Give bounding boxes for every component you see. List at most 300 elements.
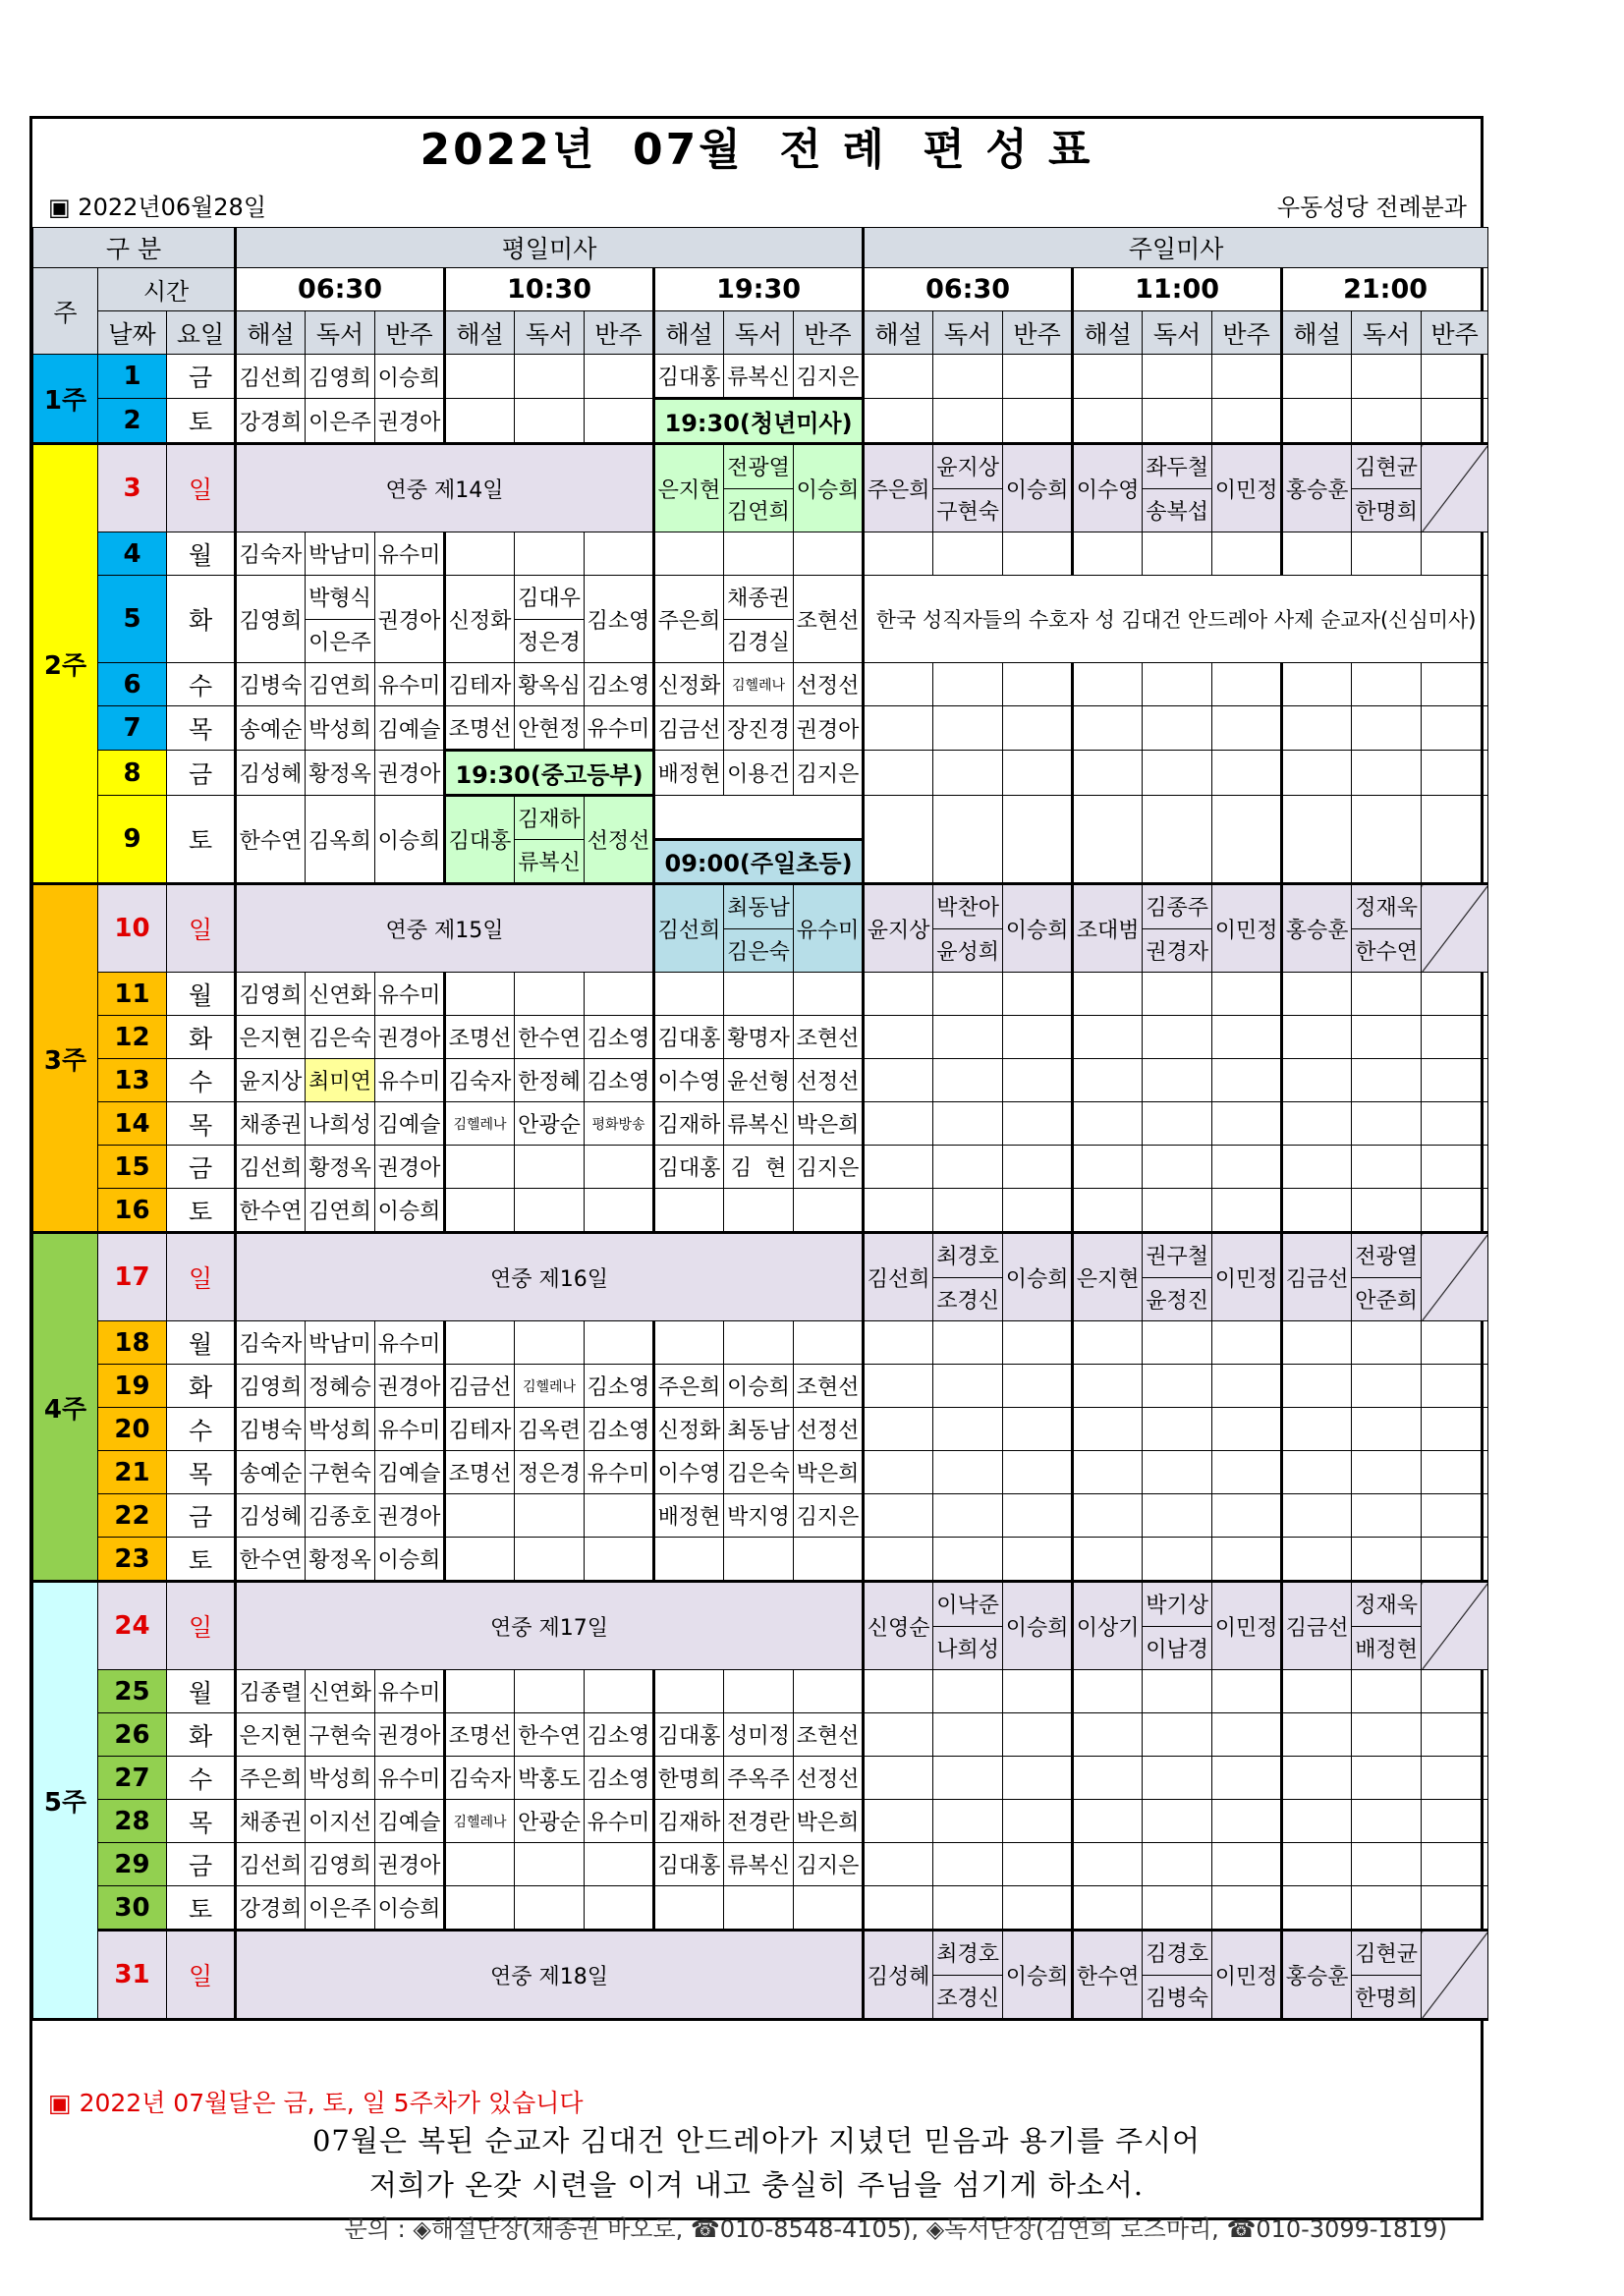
day-number: 25 — [98, 1670, 167, 1713]
cell: 김소영 — [585, 1016, 654, 1059]
day-number: 29 — [98, 1843, 167, 1886]
cell — [1352, 751, 1422, 796]
day-of-week: 목 — [167, 1102, 236, 1146]
cell-bottom: 구현숙 — [936, 499, 999, 525]
cell — [1422, 1886, 1488, 1931]
cell — [724, 532, 794, 576]
cell — [585, 1670, 654, 1713]
cell-top: 박기상 — [1143, 1583, 1211, 1627]
day-of-week: 일 — [167, 444, 236, 532]
cell — [794, 1670, 864, 1713]
cell — [864, 1146, 933, 1189]
cell-bottom: 류복신 — [518, 851, 581, 875]
cell — [445, 399, 515, 444]
cell: 김헬레나 — [724, 663, 794, 706]
day-number: 26 — [98, 1713, 167, 1757]
header-week: 주 — [33, 268, 98, 355]
cell: 김영희 — [236, 973, 306, 1016]
cell: 이수영 — [1073, 444, 1143, 532]
sunday-label: 연중 제15일 — [236, 884, 654, 973]
cell: 김숙자 — [445, 1757, 515, 1800]
cell — [1212, 973, 1282, 1016]
cell-top: 전광열 — [724, 445, 793, 489]
cell: 김대홍 — [654, 1713, 724, 1757]
cell — [1352, 1059, 1422, 1102]
cell — [1422, 973, 1488, 1016]
cell — [1143, 1016, 1212, 1059]
cell — [515, 1146, 585, 1189]
cell-bottom: 윤성희 — [936, 939, 999, 965]
split-cell — [1143, 444, 1212, 532]
cell — [933, 1102, 1003, 1146]
cell: 황정옥 — [306, 1146, 375, 1189]
header-row-group — [33, 228, 1488, 268]
split-cell — [1143, 1233, 1212, 1321]
cell: 안광순 — [515, 1102, 585, 1146]
cell: 김예슬 — [375, 1800, 445, 1843]
cell: 김선희 — [236, 1146, 306, 1189]
cell — [724, 973, 794, 1016]
table-row — [33, 706, 1488, 751]
day-of-week: 목 — [167, 1451, 236, 1494]
cell — [1352, 1016, 1422, 1059]
table-row — [33, 1800, 1488, 1843]
cell — [1282, 532, 1352, 576]
cell — [724, 1886, 794, 1931]
cell: 이승희 — [375, 796, 445, 884]
split-cell — [1352, 1582, 1422, 1670]
cell — [445, 1494, 515, 1538]
day-of-week: 화 — [167, 1365, 236, 1408]
cell — [864, 1886, 933, 1931]
cell: 김숙자 — [236, 1321, 306, 1365]
cell: 김대홍 — [654, 1016, 724, 1059]
split-cell — [1352, 1233, 1422, 1321]
cell — [1003, 1321, 1073, 1365]
cell: 이민정 — [1212, 1582, 1282, 1670]
cell — [1073, 706, 1143, 751]
cell: 김소영 — [585, 576, 654, 663]
table-row — [33, 355, 1488, 399]
cell — [1352, 532, 1422, 576]
cell — [794, 973, 864, 1016]
cell — [933, 663, 1003, 706]
cell — [445, 1321, 515, 1365]
cell: 조현선 — [794, 1713, 864, 1757]
cell — [933, 532, 1003, 576]
cell — [1212, 1321, 1282, 1365]
cell: 김금선 — [1282, 1233, 1352, 1321]
cell — [724, 1670, 794, 1713]
cell-top: 이낙준 — [933, 1583, 1002, 1627]
header-time-6: 21:00 — [1282, 268, 1488, 311]
day-number: 17 — [98, 1233, 167, 1321]
cell — [933, 399, 1003, 444]
cell: 권경아 — [375, 576, 445, 663]
issue-date: ▣ 2022년06월28일 — [48, 194, 267, 221]
split-cell — [1352, 884, 1422, 973]
cell: 주은희 — [654, 1365, 724, 1408]
cell — [1352, 1451, 1422, 1494]
cell: 이민정 — [1212, 1931, 1282, 2020]
cell — [1282, 1059, 1352, 1102]
cell: 박은희 — [794, 1451, 864, 1494]
cell: 유수미 — [585, 1451, 654, 1494]
day-of-week: 수 — [167, 1059, 236, 1102]
day-number: 4 — [98, 532, 167, 576]
cell: 김연희 — [306, 663, 375, 706]
table-row — [33, 1582, 1488, 1670]
cell: 송예순 — [236, 1451, 306, 1494]
cell — [1143, 355, 1212, 399]
day-of-week: 일 — [167, 1582, 236, 1670]
cell: 이승희 — [1003, 1233, 1073, 1321]
cell: 김지은 — [794, 751, 864, 796]
cell: 유수미 — [375, 1059, 445, 1102]
cell: 이승희 — [1003, 884, 1073, 973]
day-of-week: 금 — [167, 1146, 236, 1189]
cell — [1073, 1102, 1143, 1146]
split-cell — [1352, 444, 1422, 532]
cell — [864, 1016, 933, 1059]
day-of-week: 목 — [167, 1800, 236, 1843]
cell: 정은경 — [515, 1451, 585, 1494]
role-reading: 독서 — [1143, 311, 1212, 355]
cell: 신연화 — [306, 1670, 375, 1713]
cell — [1352, 1670, 1422, 1713]
cell — [515, 532, 585, 576]
cell — [1003, 1146, 1073, 1189]
cell: 강경희 — [236, 399, 306, 444]
cell — [1352, 796, 1422, 884]
cell-bottom: 김병숙 — [1146, 1986, 1208, 2011]
cell — [1352, 1494, 1422, 1538]
day-of-week: 월 — [167, 1670, 236, 1713]
role-reading: 독서 — [515, 311, 585, 355]
header-row-time — [33, 268, 1488, 311]
cell — [1212, 1538, 1282, 1582]
cell — [933, 1538, 1003, 1582]
cell — [445, 1886, 515, 1931]
table-row — [33, 532, 1488, 576]
cell — [1422, 706, 1488, 751]
cell — [445, 1189, 515, 1233]
table-row — [33, 1365, 1488, 1408]
cell-bottom: 김은숙 — [727, 939, 790, 965]
cell: 신정화 — [445, 576, 515, 663]
cell — [1143, 1146, 1212, 1189]
cell: 김대홍 — [654, 1843, 724, 1886]
cell: 이상기 — [1073, 1582, 1143, 1670]
cell: 조대범 — [1073, 884, 1143, 973]
cell: 이승희 — [375, 1189, 445, 1233]
cell — [1422, 1713, 1488, 1757]
cell — [933, 1800, 1003, 1843]
cell — [1212, 1016, 1282, 1059]
cell — [1143, 1321, 1212, 1365]
sunday-label: 연중 제16일 — [236, 1233, 864, 1321]
cell — [1073, 751, 1143, 796]
cell — [1282, 1800, 1352, 1843]
cell — [1003, 1408, 1073, 1451]
cell — [1352, 1189, 1422, 1233]
cell — [1143, 1059, 1212, 1102]
cell: 박남미 — [306, 532, 375, 576]
header-weekday-mass: 평일미사 — [236, 228, 864, 268]
cell — [1282, 1146, 1352, 1189]
cell: 조명선 — [445, 1713, 515, 1757]
cell — [515, 1321, 585, 1365]
cell: 김지은 — [794, 1146, 864, 1189]
cell — [515, 1843, 585, 1886]
cell — [864, 1843, 933, 1886]
cell — [1282, 1016, 1352, 1059]
cell — [864, 1713, 933, 1757]
cell: 이민정 — [1212, 1233, 1282, 1321]
cell — [1352, 355, 1422, 399]
day-number: 24 — [98, 1582, 167, 1670]
day-of-week: 일 — [167, 884, 236, 973]
cell — [1422, 355, 1488, 399]
cell — [585, 355, 654, 399]
prayer-line-1: 07월은 복된 순교자 김대건 안드레아가 지녔던 믿음과 용기를 주시어 — [311, 2124, 1202, 2157]
cell — [654, 532, 724, 576]
cell: 이승희 — [375, 1538, 445, 1582]
cell — [933, 1059, 1003, 1102]
cell: 김대홍 — [654, 355, 724, 399]
day-number: 9 — [98, 796, 167, 884]
cell — [1003, 1800, 1073, 1843]
cell: 김소영 — [585, 1713, 654, 1757]
cell: 이은주 — [306, 1886, 375, 1931]
cell — [1212, 1757, 1282, 1800]
split-cell — [724, 444, 794, 532]
cell: 선정선 — [585, 796, 654, 884]
prayer-line-2: 저희가 온갖 시련을 이겨 내고 충실히 주님을 섬기게 하소서. — [368, 2168, 1145, 2202]
cell — [1003, 1886, 1073, 1931]
day-number: 20 — [98, 1408, 167, 1451]
cell — [1003, 399, 1073, 444]
cell: 김숙자 — [445, 1059, 515, 1102]
cell: 한수연 — [1073, 1931, 1143, 2020]
day-of-week: 금 — [167, 355, 236, 399]
youth-mass-note: 19:30(청년미사) — [654, 399, 864, 444]
day-of-week: 금 — [167, 1494, 236, 1538]
day-number: 28 — [98, 1800, 167, 1843]
cell — [1352, 663, 1422, 706]
cell — [864, 1408, 933, 1451]
day-number: 1 — [98, 355, 167, 399]
role-commentary: 해설 — [1282, 311, 1352, 355]
table-row — [33, 444, 1488, 532]
header-time-3: 19:30 — [654, 268, 864, 311]
cell — [1282, 663, 1352, 706]
role-accompaniment: 반주 — [1212, 311, 1282, 355]
cell: 안광순 — [515, 1800, 585, 1843]
cell: 박은희 — [794, 1102, 864, 1146]
cell: 한수연 — [236, 796, 306, 884]
cell: 김선희 — [236, 1843, 306, 1886]
cell — [933, 1670, 1003, 1713]
cell: 한수연 — [236, 1538, 306, 1582]
cell-top: 윤지상 — [933, 445, 1002, 489]
cell: 김지은 — [794, 1843, 864, 1886]
cell: 윤지상 — [864, 884, 933, 973]
split-cell — [306, 576, 375, 663]
cell-bottom: 한수연 — [1355, 939, 1418, 965]
cell — [794, 1321, 864, 1365]
cell: 권경아 — [375, 751, 445, 796]
cell — [1422, 751, 1488, 796]
cell: 구현숙 — [306, 1713, 375, 1757]
cell — [1143, 751, 1212, 796]
table-row — [33, 1059, 1488, 1102]
cell — [515, 1670, 585, 1713]
cell — [1352, 1102, 1422, 1146]
cell — [1073, 532, 1143, 576]
cell: 강경희 — [236, 1886, 306, 1931]
day-of-week: 토 — [167, 796, 236, 884]
split-cell — [933, 1582, 1003, 1670]
cell: 김금선 — [1282, 1582, 1352, 1670]
cell: 김금선 — [445, 1365, 515, 1408]
table-row — [33, 1451, 1488, 1494]
cell-top: 김현균 — [1352, 1932, 1421, 1976]
cell: 한수연 — [515, 1016, 585, 1059]
cell-bottom: 권경자 — [1146, 939, 1208, 965]
cell — [445, 532, 515, 576]
cell-top: 최경호 — [933, 1932, 1002, 1976]
cell: 평화방송 — [585, 1102, 654, 1146]
header-time-5: 11:00 — [1073, 268, 1282, 311]
cell — [1003, 796, 1073, 884]
cell — [864, 355, 933, 399]
cell — [1212, 1494, 1282, 1538]
role-commentary: 해설 — [1073, 311, 1143, 355]
cell: 박성희 — [306, 706, 375, 751]
table-row — [33, 1757, 1488, 1800]
cell — [1143, 1713, 1212, 1757]
cell — [933, 751, 1003, 796]
table-row — [33, 1321, 1488, 1365]
cell — [1212, 706, 1282, 751]
cell: 선정선 — [794, 1757, 864, 1800]
cell: 황옥심 — [515, 663, 585, 706]
cell: 권경아 — [794, 706, 864, 751]
cell: 박홍도 — [515, 1757, 585, 1800]
day-number: 3 — [98, 444, 167, 532]
cell — [515, 1494, 585, 1538]
cell — [1073, 1408, 1143, 1451]
cell — [864, 706, 933, 751]
cell — [654, 1538, 724, 1582]
cell — [1073, 1189, 1143, 1233]
cell — [585, 532, 654, 576]
cell: 김병숙 — [236, 663, 306, 706]
cell — [933, 973, 1003, 1016]
cell — [1212, 1146, 1282, 1189]
split-cell — [1143, 884, 1212, 973]
cell — [864, 796, 933, 884]
cell — [933, 355, 1003, 399]
cell — [445, 1538, 515, 1582]
cell — [1352, 1408, 1422, 1451]
role-reading: 독서 — [306, 311, 375, 355]
day-number: 13 — [98, 1059, 167, 1102]
day-number: 5 — [98, 576, 167, 663]
split-cell — [933, 884, 1003, 973]
cell: 김연희 — [306, 1189, 375, 1233]
cell — [933, 1016, 1003, 1059]
cell: 윤선형 — [724, 1059, 794, 1102]
empty-slash-cell — [1422, 1233, 1488, 1321]
cell: 성미정 — [724, 1713, 794, 1757]
cell-bottom: 조경신 — [936, 1986, 999, 2011]
cell — [1143, 1102, 1212, 1146]
cell: 황명자 — [724, 1016, 794, 1059]
cell — [1143, 532, 1212, 576]
table-row — [33, 1538, 1488, 1582]
header-dow: 요일 — [167, 311, 236, 355]
cell: 신연화 — [306, 973, 375, 1016]
cell — [1143, 1843, 1212, 1886]
empty-slash-cell — [1422, 884, 1488, 973]
cell — [1003, 1451, 1073, 1494]
cell — [864, 1189, 933, 1233]
cell — [1422, 1321, 1488, 1365]
role-reading: 독서 — [724, 311, 794, 355]
day-number: 31 — [98, 1931, 167, 2020]
cell — [1143, 1538, 1212, 1582]
cell: 조명선 — [445, 1016, 515, 1059]
cell: 류복신 — [724, 1102, 794, 1146]
split-cell — [724, 884, 794, 973]
day-of-week: 수 — [167, 1757, 236, 1800]
cell: 김소영 — [585, 1408, 654, 1451]
cell — [1422, 1494, 1488, 1538]
cell: 김선희 — [236, 355, 306, 399]
header-time: 시간 — [98, 268, 236, 311]
cell — [1422, 1451, 1488, 1494]
cell — [1282, 1538, 1352, 1582]
cell — [1212, 355, 1282, 399]
cell — [1073, 1670, 1143, 1713]
cell — [1143, 1757, 1212, 1800]
role-commentary: 해설 — [236, 311, 306, 355]
cell: 김테자 — [445, 1408, 515, 1451]
cell — [1143, 1494, 1212, 1538]
cell — [1073, 1886, 1143, 1931]
role-accompaniment: 반주 — [585, 311, 654, 355]
cell-bottom: 나희성 — [936, 1637, 999, 1662]
cell — [1422, 1059, 1488, 1102]
cell — [1282, 1102, 1352, 1146]
cell — [864, 663, 933, 706]
header-row-roles — [33, 311, 1488, 355]
cell — [1003, 1365, 1073, 1408]
cell — [1352, 1800, 1422, 1843]
header-time-4: 06:30 — [864, 268, 1073, 311]
sunday-label: 연중 제18일 — [236, 1931, 864, 2020]
cell — [1073, 1800, 1143, 1843]
cell — [1003, 751, 1073, 796]
cell-top — [655, 796, 862, 841]
cell — [1003, 1189, 1073, 1233]
cell — [864, 1321, 933, 1365]
cell: 김영희 — [306, 1843, 375, 1886]
cell — [933, 796, 1003, 884]
day-number: 10 — [98, 884, 167, 973]
